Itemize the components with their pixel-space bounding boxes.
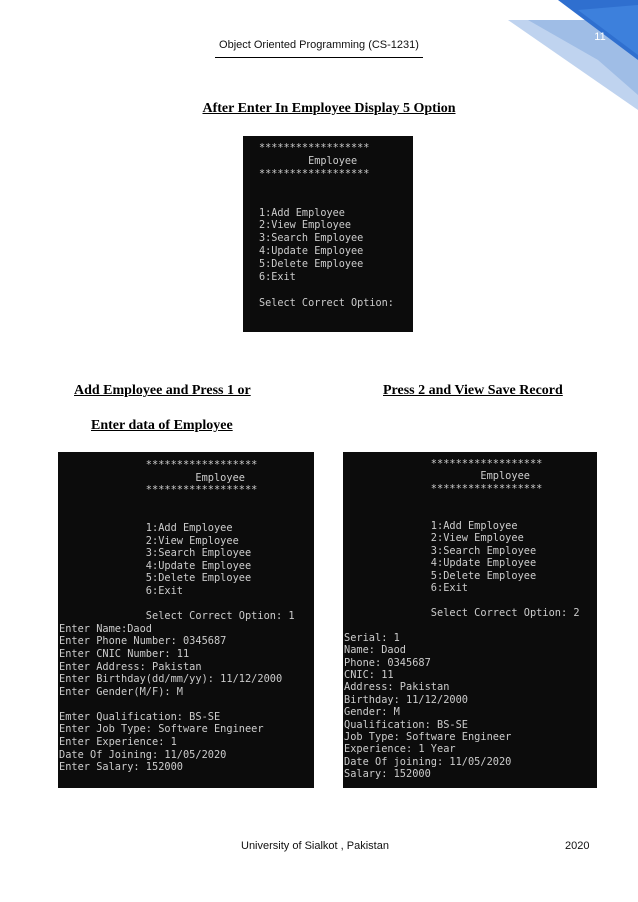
console-menu-text	[243, 136, 413, 311]
console-line: ******************	[344, 458, 543, 470]
left-heading-line1: Add Employee and Press 1 or	[74, 383, 251, 398]
console-line: 4:Update Employee	[344, 557, 537, 570]
footer-university: University of Sialkot , Pakistan	[241, 840, 389, 852]
console-line: 4:Update Employee	[59, 559, 252, 572]
console-line: Address: Pakistan	[344, 681, 450, 694]
console-line: 5:Delete Employee	[59, 572, 252, 585]
console-line: ******************	[259, 143, 370, 154]
console-line: 6:Exit	[59, 584, 183, 597]
console-line: 4:Update Employee	[259, 246, 364, 258]
console-line: Enter Job Type: Software Engineer	[59, 723, 264, 736]
console-line: Salary: 152000	[344, 768, 431, 781]
console-line: Gender: M	[344, 706, 400, 719]
console-line: 3:Search Employee	[59, 547, 252, 560]
console-line: 2:View Employee	[59, 534, 239, 547]
console-line: Experience: 1 Year	[344, 743, 456, 756]
console-line: Enter Salary: 152000	[59, 761, 183, 774]
console-line: 3:Search Employee	[344, 544, 537, 557]
console-line: CNIC: 11	[344, 668, 394, 681]
console-line: Enter Birthday(dd/mm/yy): 11/12/2000	[59, 673, 283, 686]
console-line: ******************	[344, 482, 543, 495]
console-line: Enter CNIC Number: 11	[59, 647, 190, 660]
console-view-text	[343, 452, 597, 781]
console-line: ******************	[59, 459, 258, 471]
console-line: Employee	[344, 470, 530, 483]
console-line: Select Correct Option: 1	[59, 610, 295, 623]
console-line: 5:Delete Employee	[344, 569, 537, 582]
console-line: Select Correct Option: 2	[344, 606, 580, 619]
console-add-screenshot	[58, 452, 314, 788]
console-line: 6:Exit	[344, 582, 468, 595]
console-line: Date Of Joining: 11/05/2020	[59, 748, 227, 761]
console-line: Select Correct Option:	[259, 297, 394, 309]
console-line: Date Of joining: 11/05/2020	[344, 755, 512, 768]
console-line: Phone: 0345687	[344, 656, 431, 669]
console-line: 1:Add Employee	[59, 521, 233, 534]
section-heading: After Enter In Employee Display 5 Option	[202, 101, 456, 116]
console-line: Name: Daod	[344, 644, 406, 657]
console-line: Employee	[259, 155, 358, 167]
header-rule	[215, 57, 423, 58]
console-line: 1:Add Employee	[259, 207, 345, 219]
header-title: Object Oriented Programming (CS-1231)	[219, 39, 419, 51]
left-heading-line2: Enter data of Employee	[91, 418, 233, 433]
console-line: Enter Gender(M/F): M	[59, 685, 183, 698]
page-number: 11	[594, 31, 606, 43]
console-line: Job Type: Software Engineer	[344, 730, 512, 743]
console-line: Enter Address: Pakistan	[59, 660, 202, 673]
console-line: 5:Delete Employee	[259, 259, 364, 271]
console-line: ******************	[59, 484, 258, 497]
console-line: 2:View Employee	[259, 220, 352, 232]
console-line: Enter Name:Daod	[59, 622, 152, 635]
console-line: 3:Search Employee	[259, 233, 364, 245]
console-line: 1:Add Employee	[344, 520, 518, 533]
console-line: Serial: 1	[344, 631, 400, 644]
corner-decoration	[488, 0, 638, 110]
footer-year: 2020	[565, 840, 590, 852]
console-line: ******************	[259, 168, 370, 180]
console-line: Qualification: BS-SE	[344, 718, 468, 731]
console-line: Birthday: 11/12/2000	[344, 693, 468, 706]
console-line: Enter Experience: 1	[59, 736, 177, 749]
console-add-text	[58, 452, 314, 774]
console-line: 6:Exit	[259, 272, 296, 284]
console-line: Emter Qualification: BS-SE	[59, 710, 221, 723]
console-line: Enter Phone Number: 0345687	[59, 635, 227, 648]
console-line: Employee	[59, 471, 245, 484]
console-menu-screenshot	[243, 136, 413, 332]
console-view-screenshot	[343, 452, 597, 788]
console-line: 2:View Employee	[344, 532, 524, 545]
right-heading: Press 2 and View Save Record	[383, 383, 563, 398]
